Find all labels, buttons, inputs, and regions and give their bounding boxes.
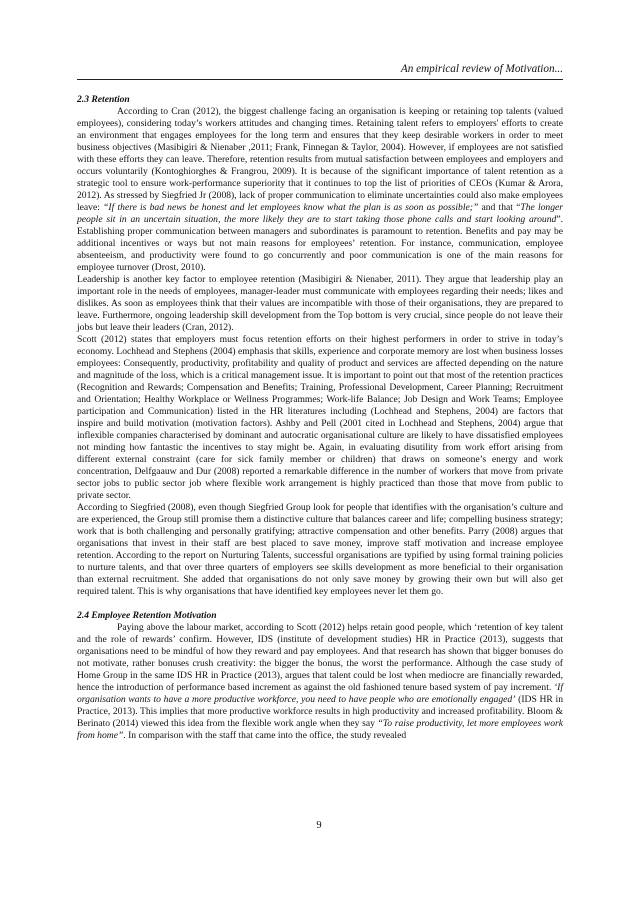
paragraph-siegfried: According to Siegfried (2008), even though Siegfried Group look for people that identifies with the organisation’s culture and are experienced, the Group still promise them a distinctive culture that balances career and life; compelling business strategy; work that is both challenging and personally gratifying; attractive compensation and other benefits. Parry (2008) argues that organisations that invest in their staff are best placed to save money, improve staff motivation and increase employee retention. According to the report on Nurturing Talents, successful organisations are typified by using formal training policies to nurture talents, and that over three quarters of employers see skills development as more beneficial to their organisation than external recruitment. She added that organisations do not only save money by growing their own but will also get required talent. This is why organisations that have identified key employees never let them go. [77, 502, 563, 597]
page-number: 9 [316, 820, 322, 831]
header-rule [77, 79, 563, 80]
body-text [77, 94, 563, 742]
paragraph-retention-intro [77, 106, 563, 274]
quotation-text: “If there is bad news be honest and let employees know what the plan is as soon as possible;” [103, 202, 479, 213]
paragraph-retention-motivation [77, 622, 563, 742]
section-heading-retention-motivation: 2.4 Employee Retention Motivation [77, 610, 217, 621]
quotation-text: “To raise productivity, let more employees work from home” [77, 718, 563, 741]
paragraph-text: . In comparison with the staff that came into the office, the study revealed [123, 730, 407, 741]
quotation-text: ‘If organisation wants to have a more productive workforce, you need to have people who are emotionally engaged’ [77, 682, 563, 705]
paragraph-text: According to Cran (2012), the biggest challenge facing an organisation is keeping or retaining top talents (valued employees), considering today’s workers attitudes and changing times. Retaining talent refers to employers' efforts to create an environment that engages employees for the long term and ensures that they keep desirable workers in order to meet business objectives (Masibigiri & Nienaber ,2011; Frank, Finnegan & Taylor, 2004). However, if employees are not satisfied with these efforts they can leave. Therefore, retention results from mutual satisfaction between employees and employers and occurs voluntarily (Kontoghiorghes & Frangrou, 2009). It is because of the significant importance of talent retention as a strategic tool to ensure work-performance superiority that it continues to top the list of priorities of CEOs (Kumar & Arora, 2012). As stressed by Siegfried Jr (2008), lack of proper communication to eliminate uncertainties could also make employees leave: [77, 106, 563, 213]
paragraph-text: (IDS HR in Practice, 2013). This implies that more productive workforce results in high productivity and increased profitability. Bloom & Berinato (2014) viewed this idea from the flexible work angle when they say [77, 694, 563, 729]
paragraph-leadership: Leadership is another key factor to employee retention (Masibigiri & Nienaber, 2011). They argue that leadership play an important role in the needs of employees, manager-leader must communicate with employees regarding their needs; likes and dislikes. As soon as employees think that their values are incompatible with those of their organisations, they are prepared to leave. Furthermore, ongoing leadership skill development from the Top bottom is very crucial, since people do not leave their jobs but leave their leaders (Cran, 2012). [77, 274, 563, 333]
section-gap [77, 598, 563, 610]
paragraph-text: and that “ [478, 202, 521, 213]
running-head: An empirical review of Motivation... [400, 63, 563, 75]
quotation-text: The longer people sit in an uncertain situation, the more likely they are to start taking those phone calls and start looking around [77, 202, 563, 225]
paragraph-scott: Scott (2012) states that employers must focus retention efforts on their highest performers in order to strive in today’s economy. Lochhead and Stephens (2004) emphasis that skills, experience and corporate memory are lost when business losses employees: Consequently, productivity, profitability and quality of product and services are affected depending on the nature and magnitude of the loss, which is a critical management issue. It is important to point out that most of the retention practices (Recognition and Rewards; Compensation and Benefits; Training, Professional Development, Career Planning; Recruitment and Orientation; Healthy Workplace or Wellness Programmes; Work-life Balance; Job Design and Work Teams; Employee participation and Communication) listed in the HR literatures including (Lochhead and Stephens, 2004) are factors that inspire and build motivation (motivation factors). Ashby and Pell (2001 cited in Lochhead and Stephens, 2004) argue that inflexible companies characterised by dominant and autocratic organisational culture are likely to have dissatisfied employees not minding how fantastic the incentives to stay might be. Again, in evaluating disutility from work effort arising from different external constraint (care for sick family member or children) that draws on someone’s energy and work concentration, Delfgaauw and Dur (2008) reported a remarkable difference in the number of workers that move from private sector jobs to public sector job where flexible work arrangement is highly practiced than those that move from public to private sector. [77, 334, 563, 501]
paragraph-text: ”. Establishing proper communication between managers and subordinates is paramount to retention. Benefits and pay may be additional incentives or ways but not main reasons for employees’ retention. For instance, communication, employee absenteeism, and productivity were found to go concurrently and poor communication is one of the main reasons for employee turnover (Drost, 2010). [77, 214, 563, 273]
section-heading-retention: 2.3 Retention [77, 94, 130, 105]
paragraph-text: Paying above the labour market, according to Scott (2012) helps retain good people, which ‘retention of key talent and the role of rewards’ confirm. However, IDS (institute of development studies) HR in Practice (2013), suggests that organisations need to be mindful of how they reward and pay employees. And that research has shown that bigger bonuses do not motivate, rather bonuses crush creativity: the bigger the bonus, the worst the performance. Although the case study of Home Group in the same IDS HR in Practice (2013), argues that talent could be lost when mediocre are financially rewarded, hence the introduction of performance based increment as against the old fashioned tenure based system of pay increment. [77, 622, 563, 693]
